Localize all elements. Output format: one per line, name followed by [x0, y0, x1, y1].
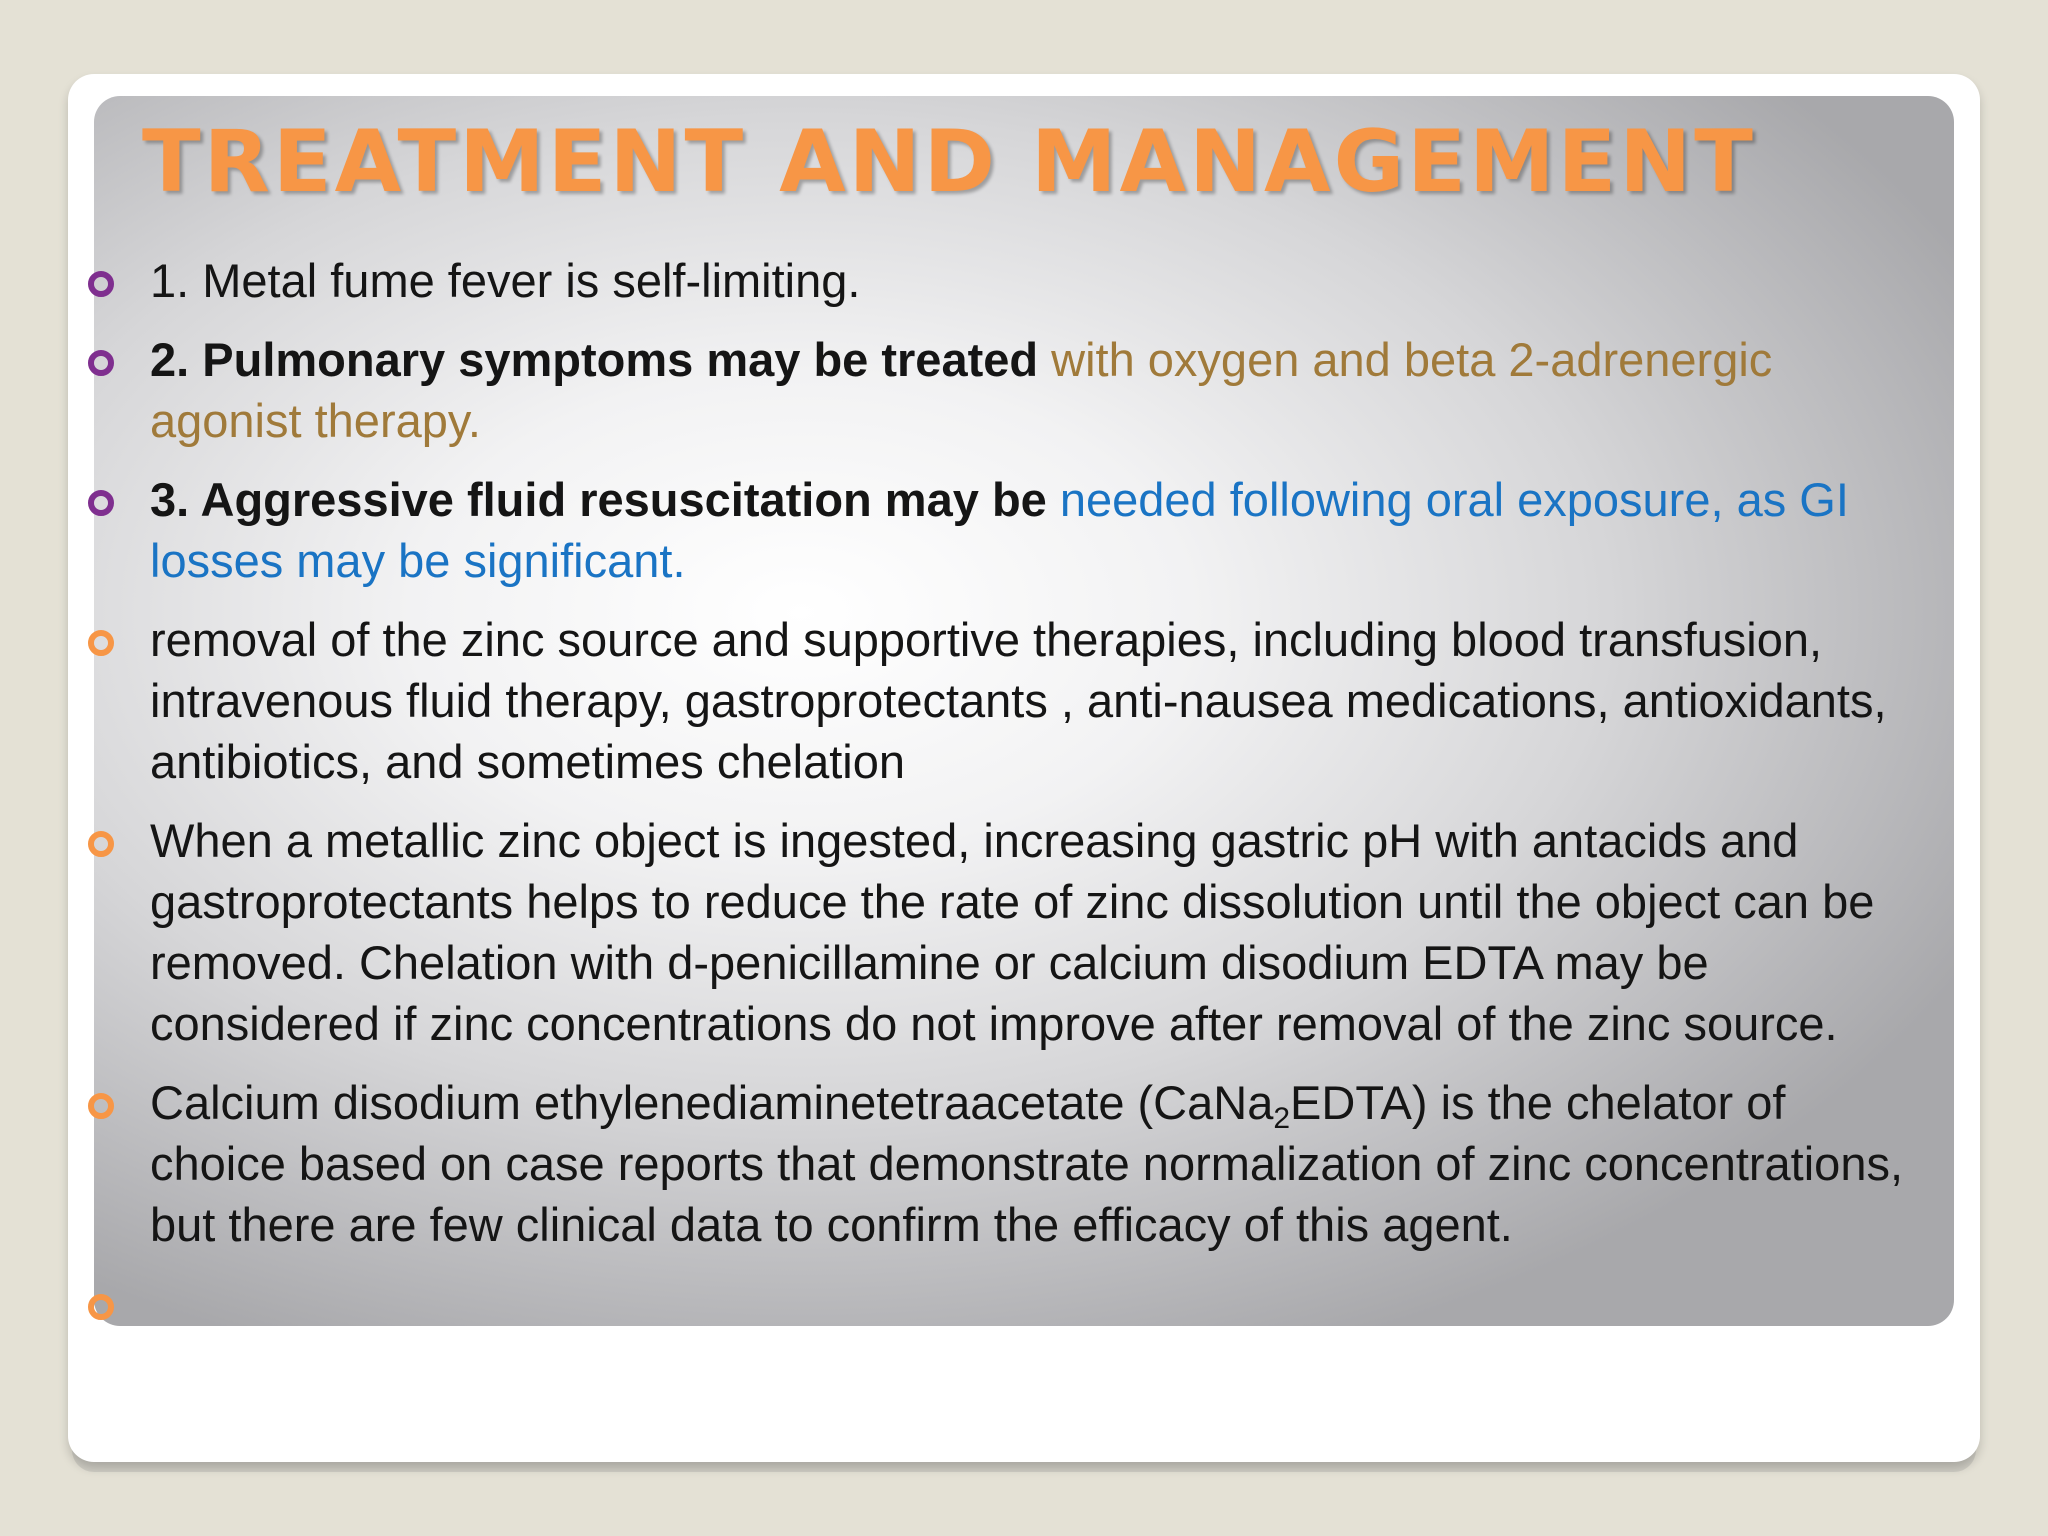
- bullet-circle-icon: [88, 630, 114, 656]
- bullet-circle-icon: [88, 271, 114, 297]
- bullet-text-before-sub: Calcium disodium ethylenediaminetetraacetate (CaNa: [150, 1076, 1274, 1129]
- bullet-bold-text: 2. Pulmonary symptoms may be treated: [150, 333, 1039, 386]
- bullet-text: When a metallic zinc object is ingested, increasing gastric pH with antacids and gastroprotectants helps to reduce the rate of zinc dissolution until the object can be removed. Chelation with d-penicillamine or calcium disodium EDTA may be considered if zinc concentrations do not improve after removal of the zinc source.: [150, 814, 1875, 1050]
- bullet-colored-text: with oxygen and beta 2-adrenergic agonist therapy.: [150, 333, 1773, 447]
- bullet-text: removal of the zinc source and supportive therapies, including blood transfusion, intravenous fluid therapy, gastroprotectants , anti-nausea medications, antioxidants, antibiotics, and sometimes chelation: [150, 613, 1887, 788]
- slide-title: TREATMENT AND MANAGEMENT: [142, 112, 1756, 212]
- bullet-circle-icon: [88, 490, 114, 516]
- bullet-item: [150, 329, 1930, 451]
- bullet-bold-text: 3. Aggressive fluid resuscitation may be: [150, 473, 1047, 526]
- bullet-item: [150, 1072, 1930, 1255]
- subscript: 2: [1273, 1102, 1291, 1135]
- bullet-list: [150, 250, 1930, 1352]
- bullet-item-empty: [150, 1273, 1930, 1334]
- bullet-item: [150, 810, 1930, 1054]
- bullet-circle-icon: [88, 350, 114, 376]
- bullet-circle-icon: [88, 1294, 114, 1320]
- bullet-text-after-sub: EDTA) is the chelator of choice based on case reports that demonstrate normalization of zinc concentrations, but there are few clinical data to confirm the efficacy of this agent.: [150, 1076, 1904, 1251]
- bullet-colored-text: needed following oral exposure, as GI losses may be significant.: [150, 473, 1849, 587]
- bullet-item: [150, 469, 1930, 591]
- bullet-circle-icon: [88, 831, 114, 857]
- bullet-text: 1. Metal fume fever is self-limiting.: [150, 254, 861, 307]
- bullet-item: [150, 250, 1930, 311]
- bullet-item: [150, 609, 1930, 792]
- bullet-circle-icon: [88, 1093, 114, 1119]
